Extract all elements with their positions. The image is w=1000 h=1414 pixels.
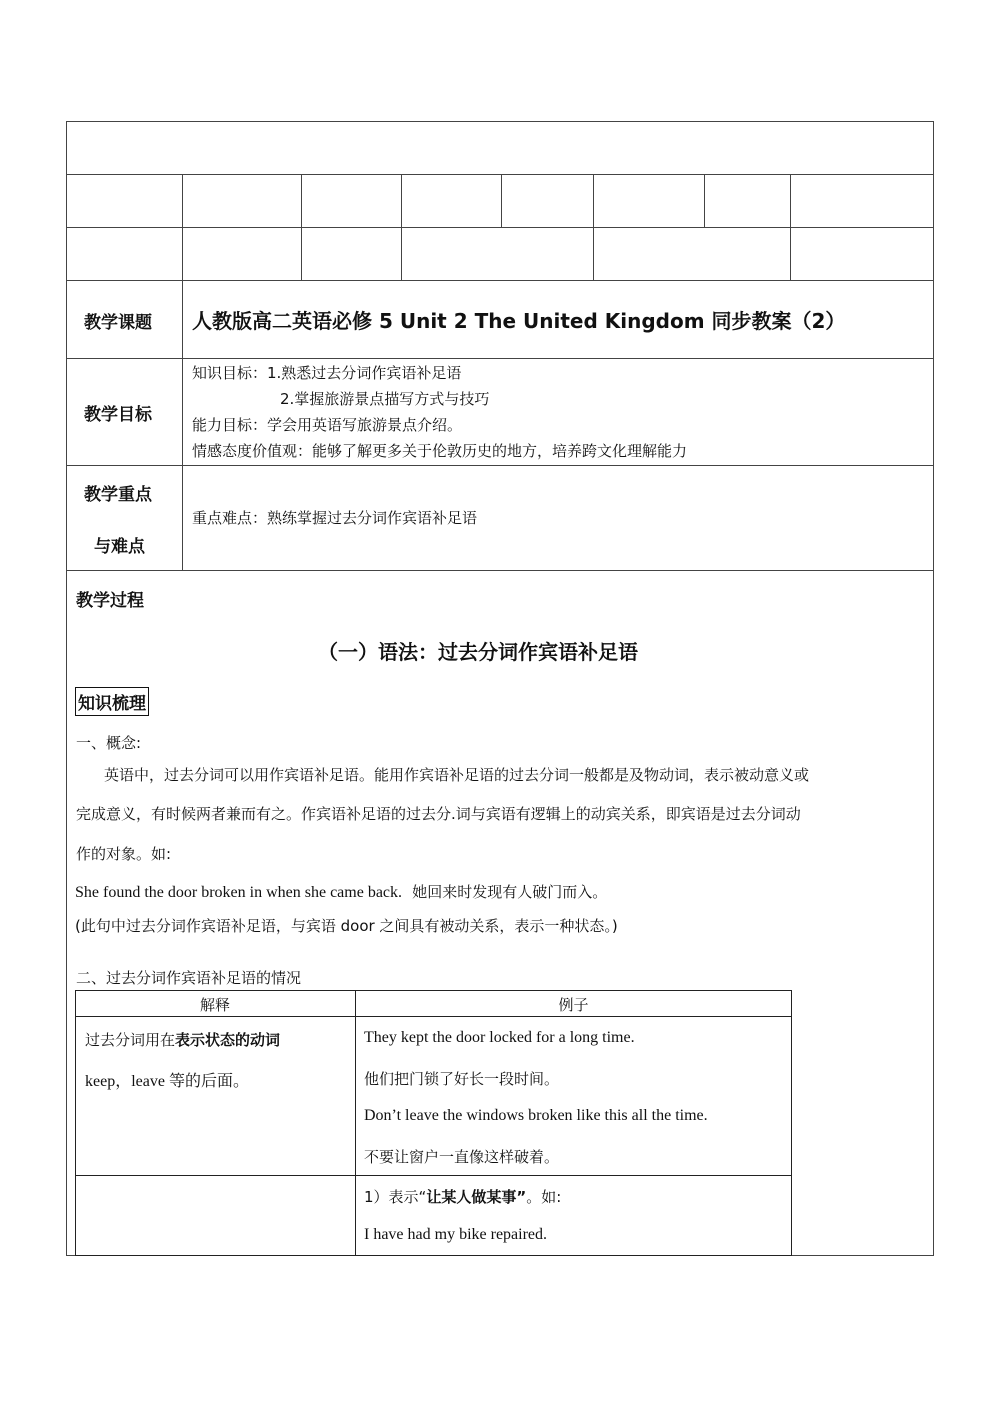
- process-label: 教学过程: [76, 591, 144, 611]
- cell-divider: [593, 174, 594, 227]
- example-sentence: [75, 881, 607, 902]
- explain-plain: 过去分词用在: [85, 1031, 176, 1049]
- example-note: (此句中过去分词作宾语补足语，与宾语 door 之间具有被动关系，表示一种状态。): [75, 917, 618, 935]
- concept-line: 作的对象。如:: [76, 845, 172, 863]
- example-cn: 她回来时发现有人破门而入。: [412, 883, 608, 901]
- cell-divider: [790, 227, 791, 280]
- objectives-label: 教学目标: [84, 405, 152, 425]
- keypoints-label: 教学重点: [84, 485, 152, 505]
- row-divider: [66, 465, 934, 466]
- objective-line: 知识目标：1.熟悉过去分词作宾语补足语: [192, 364, 462, 382]
- cell-divider: [401, 174, 402, 227]
- explain-line: keep，leave 等的后面。: [85, 1073, 249, 1090]
- row-divider: [66, 358, 934, 359]
- concept-line: 完成意义，有时候两者兼而有之。作宾语补足语的过去分.词与宾语有逻辑上的动宾关系，即宾语是过去分词动: [76, 805, 801, 823]
- row-divider: [66, 570, 934, 571]
- ex-bold: 让某人做某事”: [426, 1188, 527, 1206]
- topic-label: 教学课题: [84, 313, 152, 333]
- concept-heading: 一、概念:: [76, 734, 142, 752]
- cell-divider: [182, 174, 183, 227]
- row-divider: [75, 1175, 792, 1176]
- cell-divider: [790, 174, 791, 227]
- objective-line: 能力目标：学会用英语写旅游景点介绍。: [192, 416, 463, 434]
- ex-prefix: 1）表示“: [364, 1188, 427, 1206]
- explain-line: [85, 1029, 280, 1050]
- cell-divider: [501, 174, 502, 227]
- keypoints-label: 与难点: [94, 537, 145, 557]
- cell-divider: [704, 174, 705, 227]
- explain-bold: 表示状态的动词: [175, 1031, 281, 1049]
- row-divider: [75, 1016, 792, 1017]
- cell-divider: [301, 174, 302, 227]
- column-divider: [355, 990, 356, 1256]
- example-line: 不要让窗户一直像这样破着。: [364, 1148, 560, 1166]
- keypoints-text: 重点难点：熟练掌握过去分词作宾语补足语: [192, 509, 478, 527]
- cell-divider: [182, 227, 183, 280]
- row-divider: [66, 174, 934, 175]
- example-line: 他们把门锁了好长一段时间。: [364, 1070, 560, 1088]
- section-title: （一）语法：过去分词作宾语补足语: [318, 640, 638, 664]
- cell-divider: [401, 227, 402, 280]
- lesson-title: 人教版高二英语必修 5 Unit 2 The United Kingdom 同步教案（2）: [192, 309, 846, 333]
- example-line: They kept the door locked for a long time.: [364, 1029, 635, 1046]
- header-explain: 解释: [199, 996, 230, 1014]
- boxed-heading: 知识梳理: [75, 687, 149, 716]
- example-en: She found the door broken in when she came back.: [75, 884, 403, 901]
- example-line: I have had my bike repaired.: [364, 1226, 548, 1243]
- row-divider: [66, 280, 934, 281]
- cell-divider: [301, 227, 302, 280]
- header-example: 例子: [558, 996, 589, 1014]
- ex-suffix: 。如:: [526, 1188, 562, 1206]
- concept-line: 英语中，过去分词可以用作宾语补足语。能用作宾语补足语的过去分词一般都是及物动词，表示被动意义或: [104, 766, 810, 784]
- cases-heading: 二、过去分词作宾语补足语的情况: [76, 969, 302, 987]
- example-line: [364, 1186, 561, 1207]
- cell-divider: [593, 227, 594, 280]
- objective-line: 2.掌握旅游景点描写方式与技巧: [280, 390, 490, 408]
- example-line: Don’t leave the windows broken like this all the time.: [364, 1107, 708, 1124]
- row-divider: [66, 227, 934, 228]
- objective-line: 情感态度价值观：能够了解更多关于伦敦历史的地方，培养跨文化理解能力: [192, 442, 688, 460]
- label-column-divider: [182, 280, 183, 570]
